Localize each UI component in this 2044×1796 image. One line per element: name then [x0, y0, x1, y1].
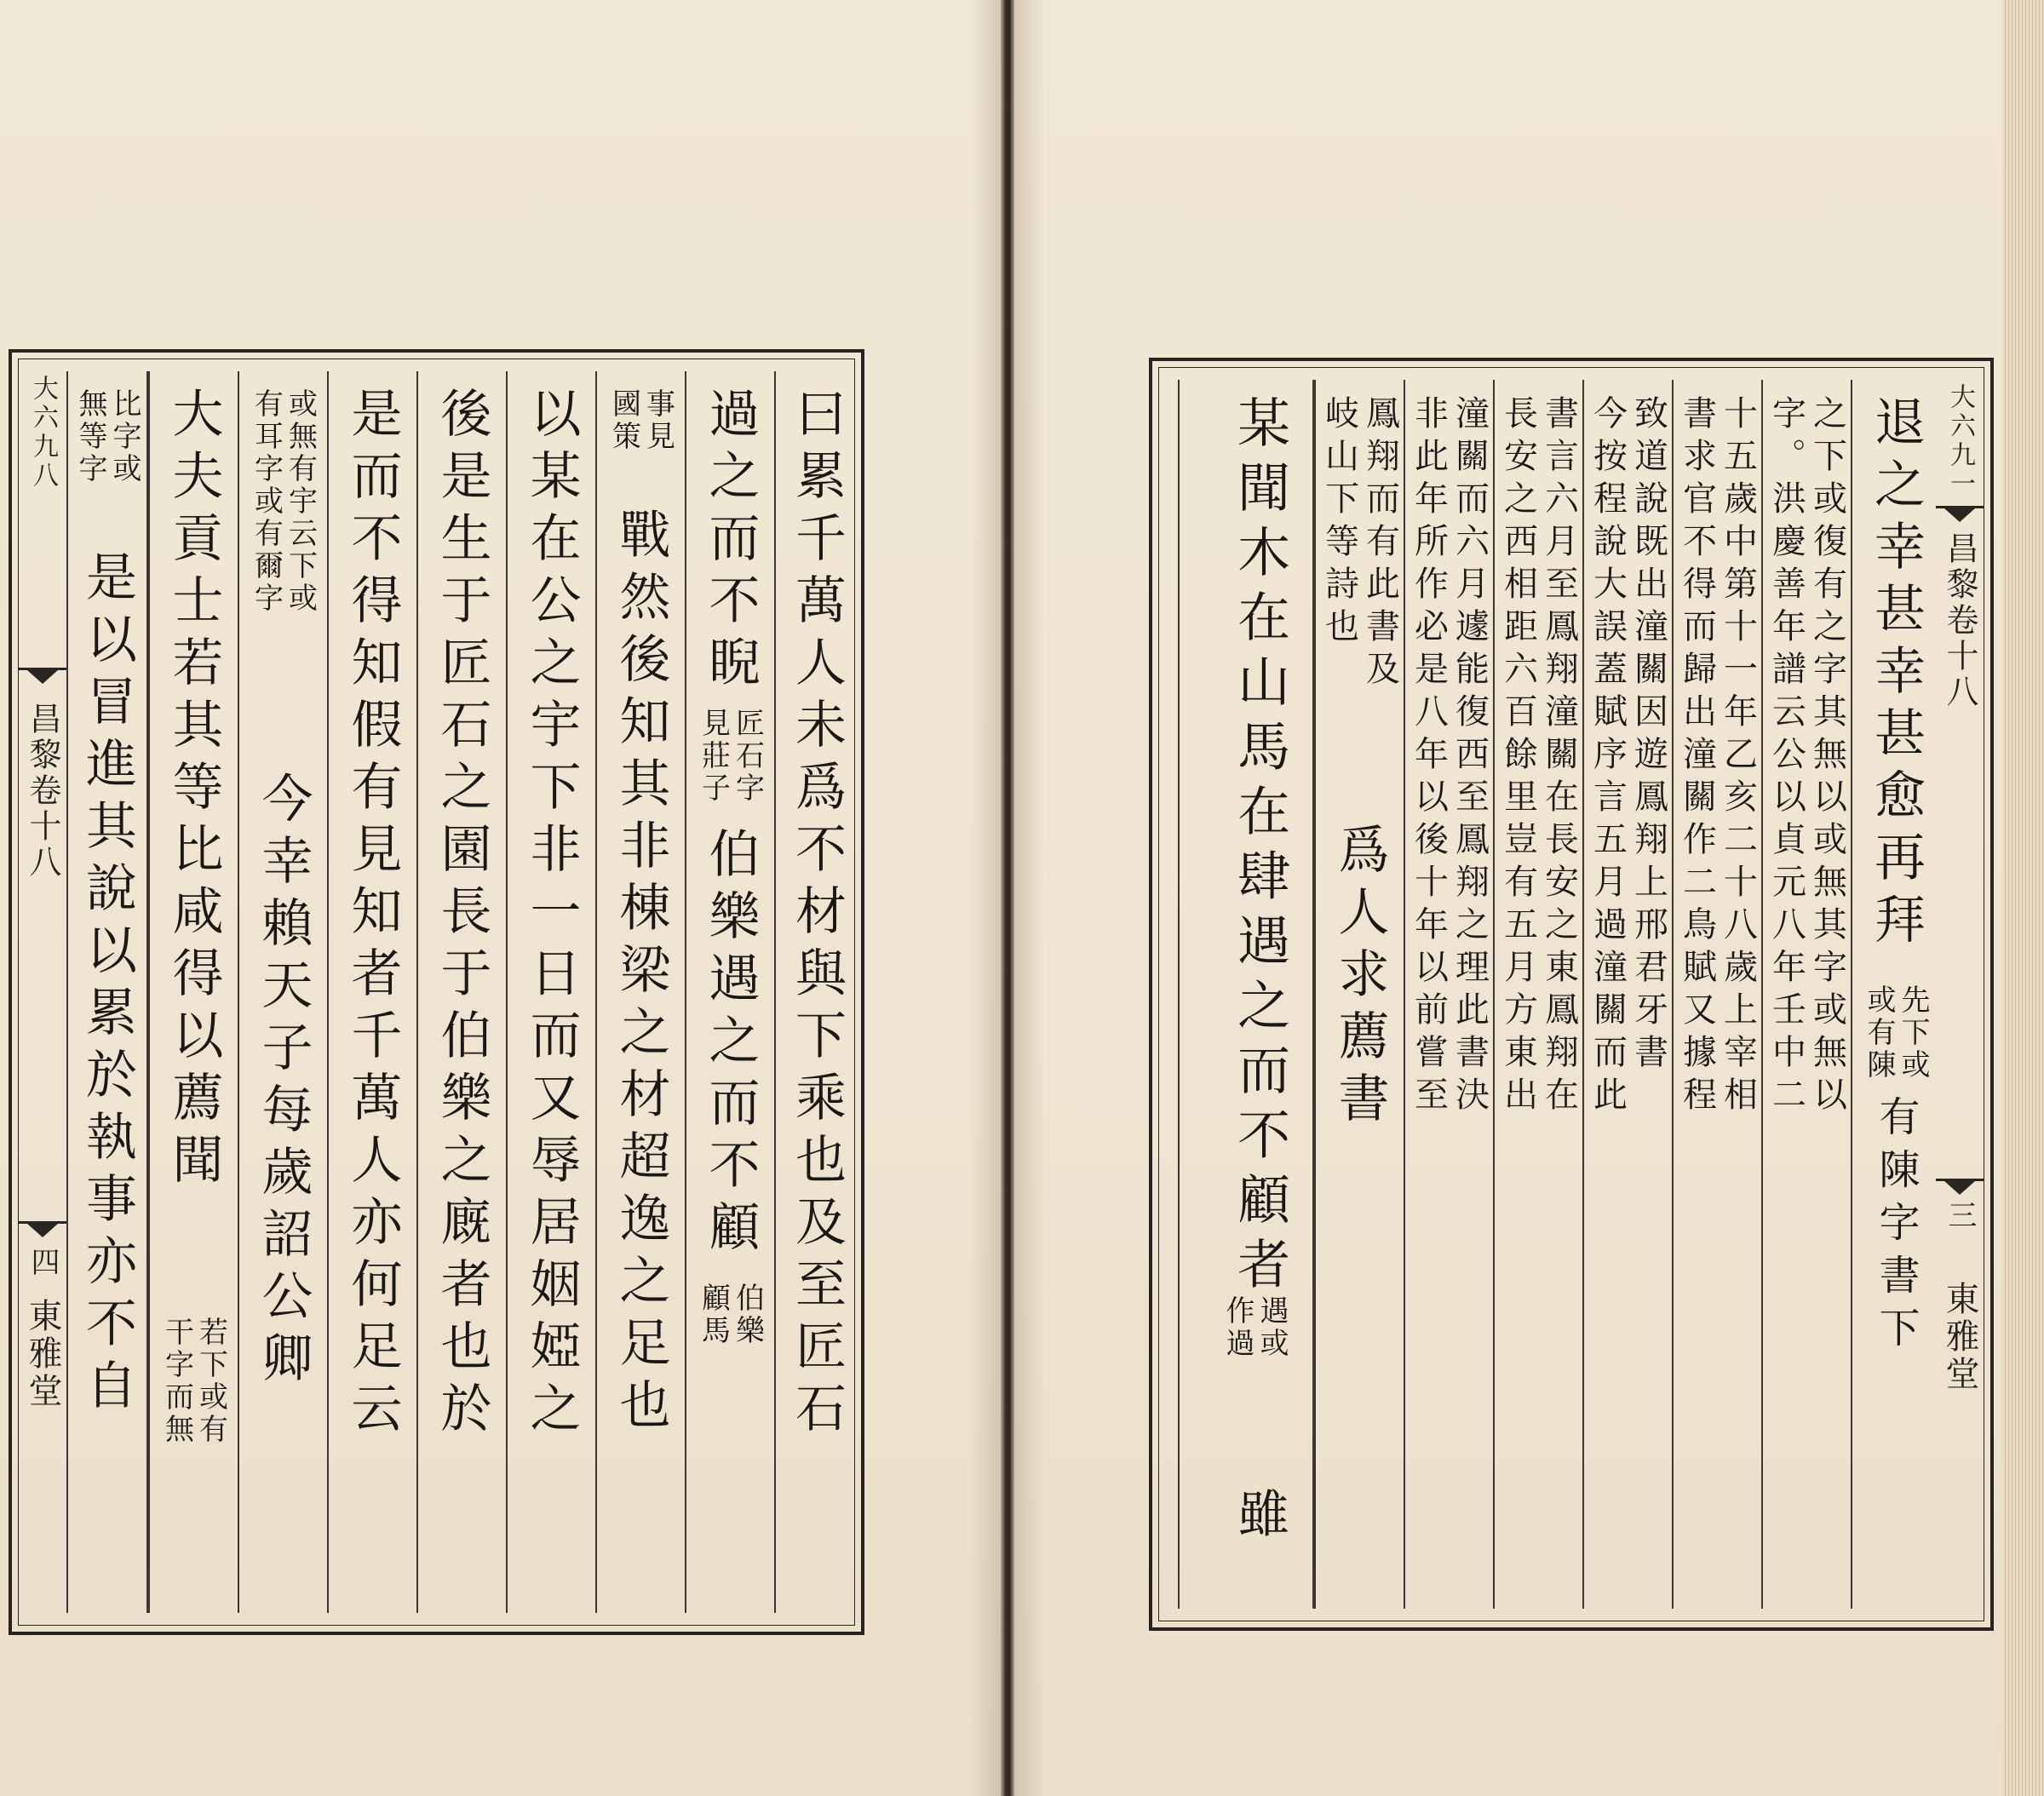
text-column: [1314, 380, 1404, 1609]
section-heading: 爲人求薦書: [1329, 823, 1390, 1133]
note-right: 事見: [640, 388, 675, 453]
fish-tail-mark: [1936, 1179, 1984, 1202]
annotation-note: [686, 708, 774, 805]
right-fold-center: [1932, 361, 1987, 1627]
note-right: 致道說既出潼關因遊鳳翔上邢君牙書: [1628, 395, 1668, 1076]
text-column: [238, 371, 327, 1613]
text-column: [66, 371, 148, 1613]
note-left: 字。洪慶善年譜云公以貞元八年壬中二: [1766, 395, 1806, 1119]
text-column: [1582, 380, 1672, 1609]
column-text: 退之幸甚幸甚愈再拜: [1866, 395, 1926, 955]
note-right: 若下或有: [193, 1317, 228, 1446]
column-text: 曰累千萬人未爲不材與下乘也及至匠石: [787, 387, 847, 1443]
right-text-frame: [1149, 358, 1994, 1631]
column-text: 是以冒進其說以累於執事亦不自: [78, 550, 137, 1420]
annotation-note: [1588, 395, 1668, 1119]
note-left: 國策: [606, 388, 641, 453]
annotation-note: [1498, 395, 1579, 1119]
page-number: 四: [26, 1247, 60, 1279]
text-column: [774, 371, 858, 1613]
note-left: 見莊子: [696, 708, 731, 805]
note-left: 長安之西相距六百餘里豈有五月方東出: [1498, 395, 1538, 1119]
note-left: 有耳字或有爾字: [249, 388, 284, 615]
note-right: 書言六月至鳳翔潼關在長安之東鳳翔在: [1539, 395, 1579, 1119]
note-right: 匠石字: [730, 708, 765, 805]
publisher-name: 東雅堂: [1940, 1281, 1979, 1393]
left-text-frame: [9, 349, 864, 1635]
right-page: [1014, 0, 2002, 1796]
annotation-note: [1766, 395, 1847, 1119]
column-text: 是而不得知假有見知者千萬人亦何足云: [342, 387, 403, 1443]
note-left: 或有陳: [1862, 984, 1896, 1082]
column-text: 伯樂遇之而不顧: [700, 827, 761, 1262]
note-right: 潼關而六月遽能復西至鳳翔之理此書決: [1450, 395, 1490, 1119]
text-column: [1672, 380, 1761, 1609]
left-fold-center: [15, 353, 70, 1632]
fish-tail-mark: [1936, 506, 1984, 529]
annotation-note: [68, 388, 146, 485]
annotation-note: [239, 388, 327, 615]
text-column: [148, 371, 238, 1613]
annotation-note: [1319, 395, 1400, 693]
note-left: 作過: [1220, 1295, 1255, 1360]
fold-label: 昌黎卷十八: [1941, 531, 1978, 710]
note-left: 岐山下等詩也: [1319, 395, 1359, 651]
publisher-name: 東雅堂: [23, 1298, 62, 1410]
text-column: [1761, 380, 1851, 1609]
text-column: [595, 371, 685, 1613]
column-text: 某聞木在山馬在肆遇之而不顧者: [1228, 395, 1291, 1301]
text-column: [327, 371, 416, 1613]
annotation-note: [150, 1317, 238, 1446]
fish-tail-mark: [19, 1221, 66, 1244]
annotation-note: [686, 1282, 774, 1347]
column-text: 後是生于匠石之園長于伯樂之廐者也於: [432, 387, 492, 1443]
column-text: 過之而不睨: [700, 387, 761, 697]
annotation-note: [1197, 1295, 1312, 1360]
left-page: [0, 0, 1001, 1796]
fold-number: 大六九八: [28, 375, 58, 491]
note-left: 今按程說大誤蓋賦序言五月過潼關而此: [1588, 395, 1628, 1119]
text-column: [1178, 380, 1314, 1609]
note-left: 書求官不得而歸出潼關作二鳥賦又據程: [1677, 395, 1717, 1119]
text-column: [685, 371, 774, 1613]
note-left: 非此年所作必是八年以後十年以前嘗至: [1409, 395, 1449, 1119]
note-right: 先下或: [1896, 984, 1930, 1082]
note-left: 無等字: [73, 388, 107, 485]
fish-tail-mark: [19, 668, 66, 691]
book-gutter: [1001, 0, 1014, 1796]
page-edges: [2002, 0, 2044, 1796]
note-right: 伯樂: [730, 1282, 765, 1347]
text-column: [416, 371, 506, 1613]
column-text: 以某在公之宇下非一日而又辱居姻婭之: [521, 387, 582, 1443]
text-column: [1493, 380, 1582, 1609]
note-left: 干字而無: [159, 1317, 194, 1446]
page-number: 三: [1943, 1200, 1977, 1232]
annotation-note: [1852, 984, 1939, 1082]
note-right: 或無有宇云下或: [283, 388, 318, 615]
note-right: 遇或: [1255, 1295, 1289, 1360]
note-right: 之下或復有之字其無以或無其字或無以: [1807, 395, 1847, 1119]
text-column: [1404, 380, 1493, 1609]
annotation-note: [1677, 395, 1758, 1119]
note-right: 鳳翔而有此書及: [1360, 395, 1400, 693]
column-text: 今幸賴天子每歲詔公卿: [253, 772, 313, 1393]
column-text: 戰然後知其非棟梁之材超逸之足也: [611, 508, 671, 1440]
text-column: [1851, 380, 1939, 1609]
note-right: 比字或: [107, 388, 141, 485]
column-text: 雖: [1229, 1487, 1289, 1549]
annotation-note: [1409, 395, 1490, 1119]
note-left: 顧馬: [696, 1282, 731, 1347]
column-text: 大夫貢士若其等比咸得以薦聞: [164, 387, 224, 1195]
fold-label: 昌黎卷十八: [24, 702, 61, 881]
annotation-note: [597, 388, 685, 453]
show-through: [886, 358, 954, 417]
note-right: 十五歲中第十一年乙亥二十八歲上宰相: [1718, 395, 1758, 1119]
text-column: [506, 371, 595, 1613]
column-text: 有陳字書下: [1872, 1095, 1920, 1359]
fold-number: 大六九一: [1945, 383, 1975, 499]
